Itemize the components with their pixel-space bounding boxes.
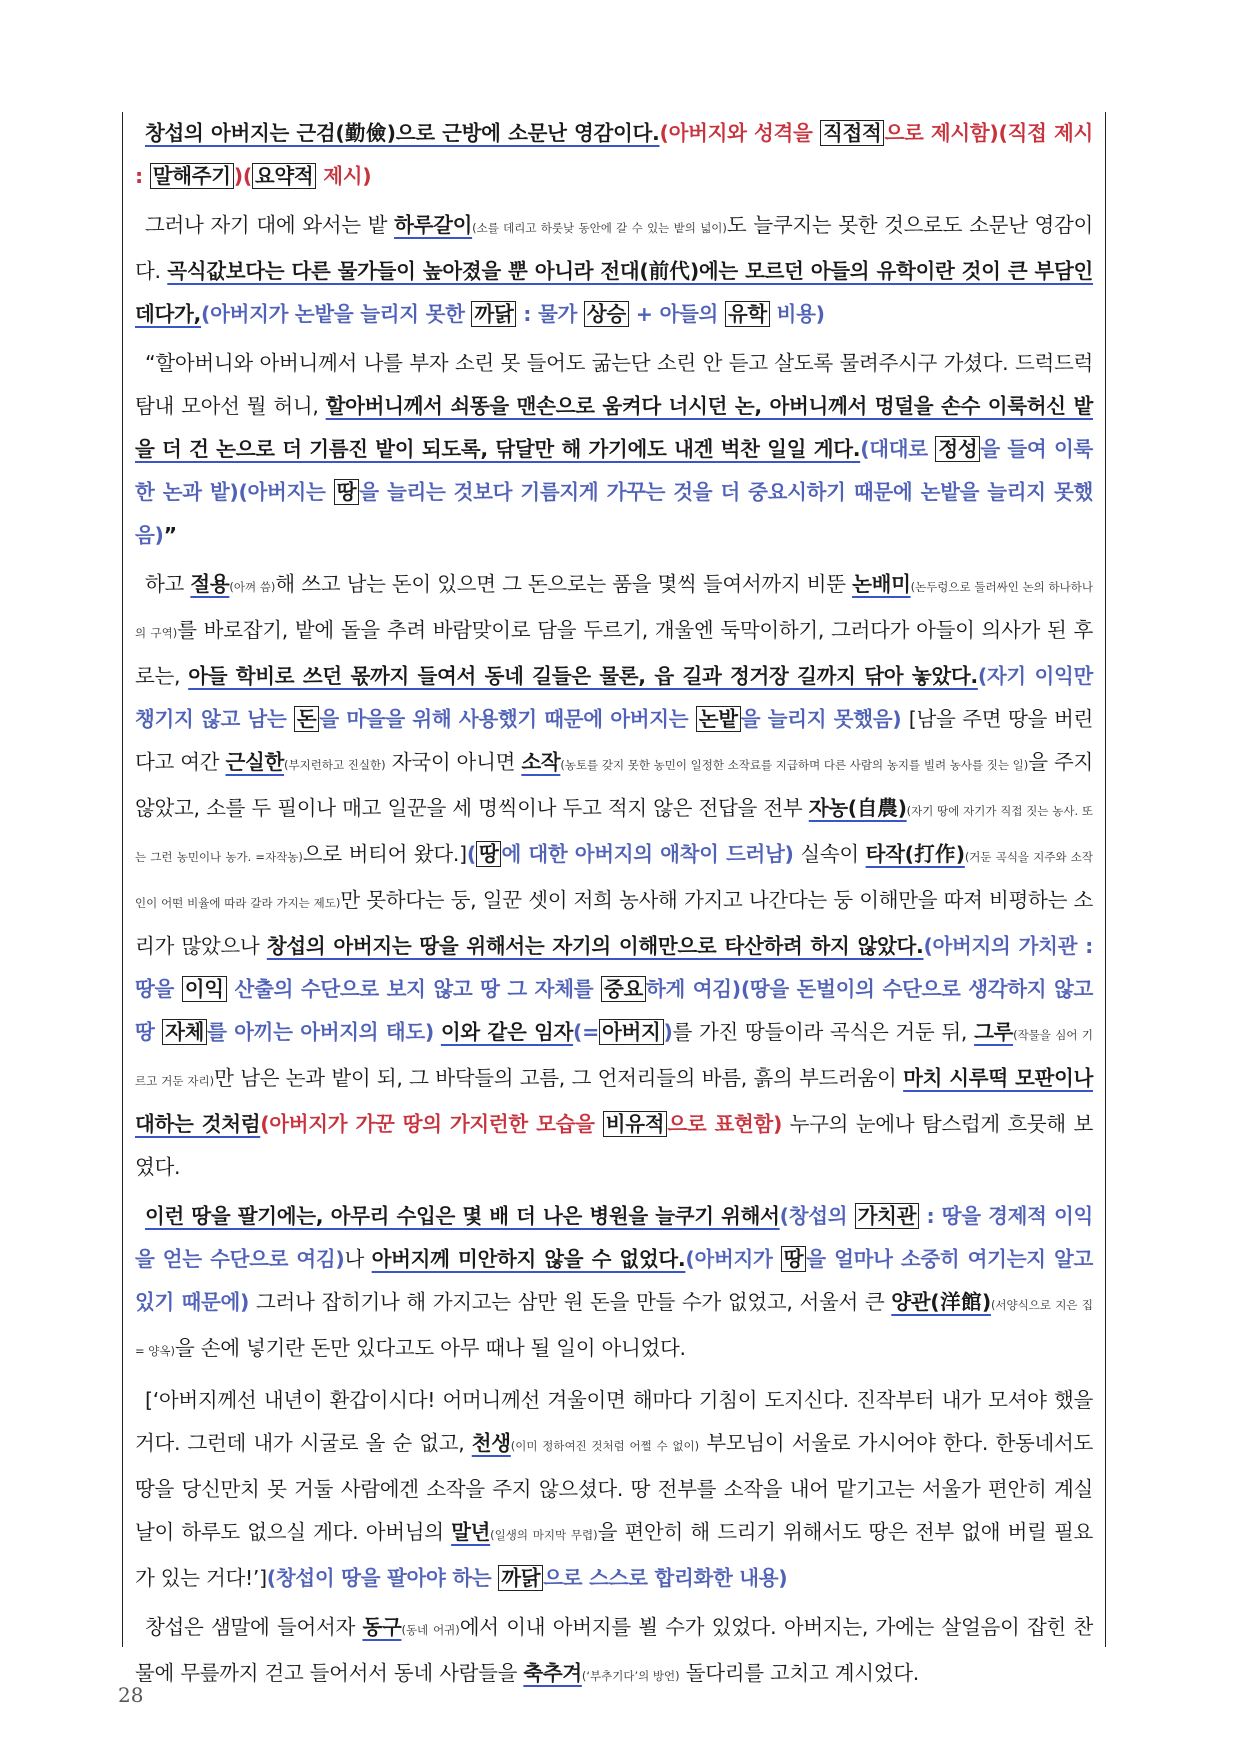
underlined-sentence: 창섭의 아버지는 근검(勤儉)으로 근방에 소문난 영감이다.: [145, 121, 660, 145]
gloss-note: (소를 데리고 하룻낮 동안에 갈 수 있는 밭의 넓이): [472, 221, 727, 235]
blue-annotation: (아버지가 땅 을 얼마나 소중히 여기는지 알고 있기 때문에): [135, 1247, 1093, 1314]
underlined-sentence: 이와 같은 임자: [440, 1020, 574, 1044]
underlined-sentence: 곡식값보다는 다른 물가들이 높아졌을 뿐 아니라 전대(前代)에는 모르던 아들의 유학이란 것이 큰 부담인 데다가,: [135, 259, 1094, 326]
boxed-keyword: 자체: [162, 1019, 207, 1045]
glossed-word: 근실한: [225, 750, 285, 774]
boxed-keyword: 까닭: [498, 1565, 543, 1591]
blue-annotation: (창섭의 가치관 : 땅을 경제적 이익을 얻는 수단으로 여김): [135, 1204, 1093, 1271]
gloss-note: (아껴 씀): [229, 580, 276, 594]
glossed-word: 자농(自農): [808, 796, 907, 820]
glossed-word: 양관(洋館): [891, 1290, 991, 1314]
boxed-keyword: 아버지: [599, 1019, 664, 1045]
boxed-keyword: 까닭: [471, 301, 516, 327]
glossed-word: 축추겨: [523, 1661, 582, 1685]
red-annotation: (아버지와 성격을 직접적 으로 제시함)(직접 제시 : 말해주기 )( 요약적 제시): [135, 121, 1094, 188]
gloss-note: (동네 어귀): [401, 1623, 460, 1637]
boxed-keyword: 정성: [935, 436, 980, 462]
paragraph-1: [135, 112, 1093, 198]
boxed-keyword: 땅: [476, 841, 502, 867]
gloss-note: (자기 땅에 자기가 직접 짓는 농사. 또는 그런 농민이나 농가. =자작농): [135, 804, 1093, 864]
boxed-keyword: 말해주기: [150, 163, 234, 189]
right-margin-rule: [1105, 112, 1106, 1647]
blue-annotation: (창섭이 땅을 팔아야 하는 까닭 으로 스스로 합리화한 내용): [266, 1566, 788, 1590]
page-number: 28: [118, 1683, 144, 1707]
glossed-word: 소작: [521, 750, 561, 774]
gloss-note: (거둔 곡식을 지주와 소작인이 어떤 비율에 따라 갈라 가지는 제도): [135, 850, 1093, 910]
gloss-note: (일생의 마지막 무렵): [490, 1528, 598, 1542]
blue-annotation: (아버지가 논밭을 늘리지 못한 까닭 : 물가 상승 + 아들의 유학 비용): [201, 302, 825, 326]
glossed-word: 타작(打作): [865, 842, 965, 866]
glossed-word: 동구: [362, 1615, 402, 1639]
boxed-keyword: 직접적: [820, 120, 885, 146]
gloss-note: (부지런하고 진실한): [284, 758, 386, 772]
glossed-word: 절용: [190, 572, 230, 596]
blue-annotation: (아버지의 가치관 : 땅을 이익 산출의 수단으로 보지 않고 땅 그 자체를 중요 하게 여김)(땅을 돈벌이의 수단으로 생각하지 않고 땅 자체 를 아끼는 아버지의 태도): [135, 934, 1094, 1044]
boxed-keyword: 땅: [781, 1246, 807, 1272]
glossed-word: 그루: [974, 1020, 1014, 1044]
underlined-sentence: 마치 시루떡 모판이나 대하는 것처럼: [135, 1066, 1094, 1136]
blue-annotation: (자기 이익만 챙기지 않고 남는 돈 을 마을을 위해 사용했기 때문에 아버지는 논밭 을 늘리지 못했음): [135, 664, 1093, 731]
blue-annotation: (대대로 정성 을 들여 이룩한 논과 밭)(아버지는 땅 을 늘리는 것보다 기름지게 가꾸는 것을 더 중요시하기 때문에 논밭을 늘리지 못했음): [135, 437, 1093, 547]
boxed-keyword: 상승: [584, 301, 629, 327]
paragraph-5: 이런 땅을 팔기에는, 아무리 수입은 몇 배 더 나은 병원을 늘쿠기 위해서(창섭의 가치관 : 땅을 경제적 이익을 얻는 수단으로 여김)나 아버지께 미안하지 않을 수 없었다.(아버지가 땅 을 얼마나 소중히 여기는지 알고 있기 때문에) 그러나 잡히기나 해 가지고는 삼만 원 돈을 만들 수가 없었고, 서울서 큰 양관(洋館)(서양식으로 지은 집 = 양옥)을 손에 넣기란 돈만 있다고도 아무 때나 될 일이 아니었다.: [135, 1204, 1093, 1360]
boxed-keyword: 돈: [294, 706, 320, 732]
boxed-keyword: 이익: [182, 976, 227, 1002]
boxed-keyword: 중요: [601, 976, 646, 1002]
gloss-note: (서양식으로 지은 집 = 양옥): [135, 1298, 1093, 1358]
underlined-sentence: 할아버니께서 쇠똥을 맨손으로 움켜다 너시던 논, 아버니께서 멍덜을 손수 이룩허신 밭을 더 건 논으로 더 기름진 밭이 되도록, 닦달만 해 가기에도 내겐 벅찬 일일 게다.: [135, 394, 1093, 461]
paragraph-2: 그러나 자기 대에 와서는 밭 하루갈이(소를 데리고 하룻낮 동안에 갈 수 있는 밭의 넓이)도 늘쿠지는 못한 것으로도 소문난 영감이다. 곡식값보다는 다른 물가들이 높아졌을 뿐 아니라 전대(前代)에는 모르던 아들의 유학이란 것이 큰 부담인 데다가,(아버지가 논밭을 늘리지 못한 까닭 : 물가 상승 + 아들의 유학 비용): [135, 213, 1094, 326]
boxed-keyword: 가치관: [855, 1203, 920, 1229]
gloss-note: (‘부추기다’의 방언): [581, 1669, 680, 1683]
paragraph-3: “할아버니와 아버니께서 나를 부자 소린 못 들어도 굶는단 소린 안 듣고 살도록 물려주시구 가셨다. 드럭드럭 탐내 모아선 뭘 허니, 할아버니께서 쇠똥을 맨손으로 움켜다 너시던 논, 아버니께서 멍덜을 손수 이룩허신 밭을 더 건 논으로 더 기름진 밭이 되도록, 닦달만 해 가기에도 내겐 벅찬 일일 게다.(대대로 정성 을 들여 이룩한 논과 밭)(아버지는 땅 을 늘리는 것보다 기름지게 가꾸는 것을 더 중요시하기 때문에 논밭을 늘리지 못했음)”: [135, 351, 1093, 547]
paragraph-6: [‘아버지께선 내년이 환갑이시다! 어머니께선 겨울이면 해마다 기침이 도지신다. 진작부터 내가 모셔야 했을 거다. 그런데 내가 시굴로 올 순 없고, 천생(이미 정하여진 것처럼 어쩔 수 없이) 부모님이 서울로 가시어야 한다. 한동네서도 땅을 당신만치 못 거둘 사람에겐 소작을 주지 않으셨다. 땅 전부를 소작을 내어 맡기고는 서울가 편안히 계실 날이 하루도 없으실 게다. 아버님의 말년(일생의 마지막 무렵)을 편안히 해 드리기 위해서도 땅은 전부 없애 버릴 필요가 있는 거다!’](창섭이 땅을 팔아야 하는 까닭 으로 스스로 합리화한 내용): [135, 1388, 1094, 1590]
blue-annotation: (= 아버지 ): [573, 1020, 673, 1044]
gloss-note: (이미 정하여진 것처럼 어쩔 수 없이): [510, 1439, 700, 1453]
text-body: [135, 112, 1093, 1698]
gloss-note: (논두렁으로 둘러싸인 논의 하나하나의 구역): [135, 580, 1093, 640]
gloss-note: (작물을 심어 기르고 거둔 자리): [135, 1028, 1093, 1088]
red-annotation: (아버지가 가꾼 땅의 가지런한 모습을 비유적 으로 표현함): [260, 1112, 783, 1136]
underlined-sentence: 아버지께 미안하지 않을 수 없었다.: [371, 1247, 686, 1271]
glossed-word: 천생: [471, 1431, 511, 1455]
underlined-sentence: 이런 땅을 팔기에는, 아무리 수입은 몇 배 더 나은 병원을 늘쿠기 위해서: [145, 1204, 780, 1228]
underlined-sentence: 창섭의 아버지는 땅을 위해서는 자기의 이해만으로 타산하려 하지 않았다.: [266, 934, 924, 958]
left-margin-rule: [122, 112, 123, 1647]
glossed-word: 하루갈이: [394, 213, 473, 237]
boxed-keyword: 비유적: [603, 1111, 668, 1137]
boxed-keyword: 논밭: [696, 706, 741, 732]
boxed-keyword: 유학: [725, 301, 770, 327]
underlined-sentence: 아들 학비로 쓰던 몫까지 들여서 동네 길들은 물론, 읍 길과 정거장 길까지 닦아 놓았다.: [188, 664, 978, 688]
blue-annotation: ( 땅 에 대한 아버지의 애착이 드러남): [466, 842, 794, 866]
boxed-keyword: 땅: [334, 479, 360, 505]
glossed-word: 말년: [451, 1520, 491, 1544]
glossed-word: 논배미: [852, 572, 911, 596]
gloss-note: (농토를 갖지 못한 농민이 일정한 소작료를 지급하며 다른 사람의 농지를 빌려 농사를 짓는 일): [560, 758, 1029, 772]
paragraph-4: 하고 절용(아껴 씀)해 쓰고 남는 돈이 있으면 그 돈으로는 품을 몇씩 들여서까지 비뚠 논배미(논두렁으로 둘러싸인 논의 하나하나의 구역)를 바로잡기, 밭에 돌을 추려 바람맞이로 담을 두르기, 개울엔 둑막이하기, 그러다가 아들이 의사가 된 후로는, 아들 학비로 쓰던 몫까지 들여서 동네 길들은 물론, 읍 길과 정거장 길까지 닦아 놓았다.(자기 이익만 챙기지 않고 남는 돈 을 마을을 위해 사용했기 때문에 아버지는 논밭 을 늘리지 못했음) [남을 주면 땅을 버린다고 여간 근실한(부지런하고 진실한) 자국이 아니면 소작(농토를 갖지 못한 농민이 일정한 소작료를 지급하며 다른 사람의 농지를 빌려 농사를 짓는 일)을 주지 않았고, 소를 두 필이나 매고 일꾼을 세 명씩이나 두고 적지 않은 전답을 전부 자농(自農)(자기 땅에 자기가 직접 짓는 농사. 또는 그런 농민이나 농가. =자작농)으로 버티어 왔다.]( 땅 에 대한 아버지의 애착이 드러남) 실속이 타작(打作)(거둔 곡식을 지주와 소작인이 어떤 비율에 따라 갈라 가지는 제도)만 못하다는 둥, 일꾼 셋이 저희 농사해 가지고 나간다는 둥 이해만을 따져 비평하는 소리가 많았으나 창섭의 아버지는 땅을 위해서는 자기의 이해만으로 타산하려 하지 않았다.(아버지의 가치관 : 땅을 이익 산출의 수단으로 보지 않고 땅 그 자체를 중요 하게 여김)(땅을 돈벌이의 수단으로 생각하지 않고 땅 자체 를 아끼는 아버지의 태도) 이와 같은 임자(= 아버지 )를 가진 땅들이라 곡식은 거둔 뒤, 그루(작물을 심어 기르고 거둔 자리)만 남은 논과 밭이 되, 그 바닥들의 고름, 그 언저리들의 바름, 흙의 부드러움이 마치 시루떡 모판이나 대하는 것처럼(아버지가 가꾼 땅의 가지런한 모습을 비유적 으로 표현함) 누구의 눈에나 탐스럽게 흐뭇해 보였다.: [135, 572, 1094, 1179]
paragraph-7: 창섭은 샘말에 들어서자 동구(동네 어귀)에서 이내 아버지를 뵐 수가 있었다. 아버지는, 가에는 살얼음이 잡힌 찬물에 무릎까지 걷고 들어서서 동네 사람들을 축추겨(‘부추기다’의 방언) 돌다리를 고치고 계시었다.: [135, 1615, 1093, 1685]
boxed-keyword: 요약적: [252, 163, 317, 189]
